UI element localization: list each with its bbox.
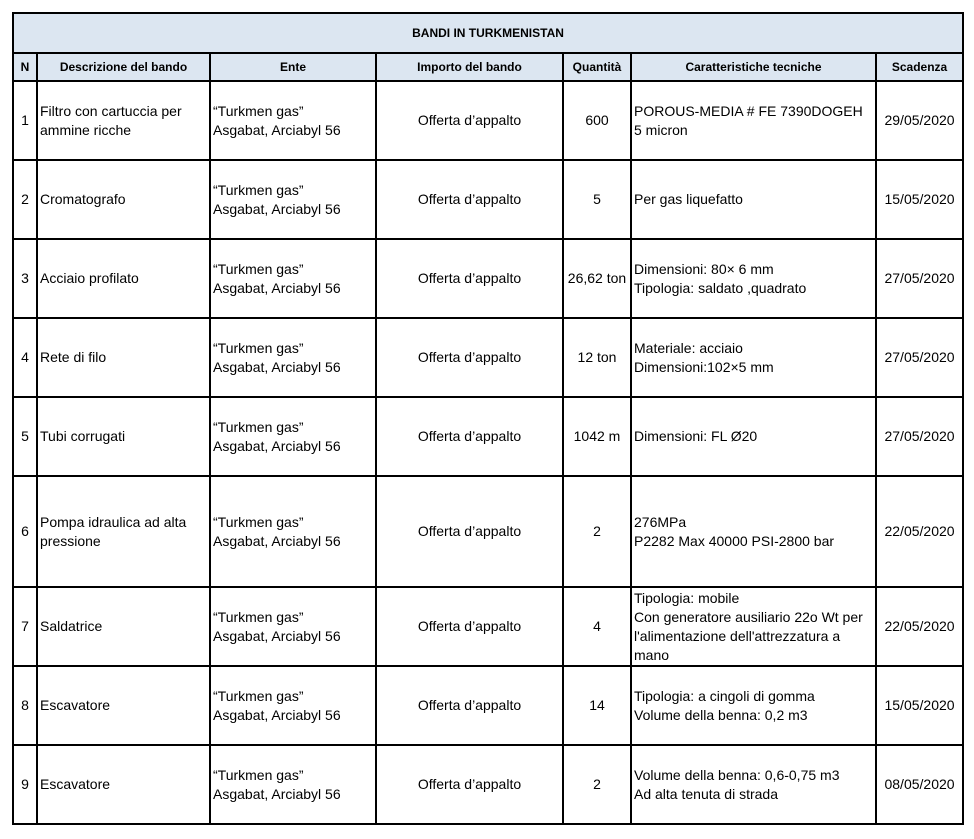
cell-ente: “Turkmen gas” Asgabat, Arciabyl 56 (210, 745, 376, 824)
cell-n: 4 (13, 318, 37, 397)
cell-quantita: 1042 m (563, 397, 631, 476)
cell-caratteristiche: Volume della benna: 0,6-0,75 m3 Ad alta tenuta di strada (631, 745, 876, 824)
cell-importo: Offerta d’appalto (376, 476, 563, 587)
cell-descrizione: Rete di filo (37, 318, 210, 397)
cell-ente: “Turkmen gas” Asgabat, Arciabyl 56 (210, 318, 376, 397)
cell-quantita: 26,62 ton (563, 239, 631, 318)
cell-n: 1 (13, 81, 37, 160)
cell-importo: Offerta d’appalto (376, 745, 563, 824)
cell-caratteristiche: Dimensioni: FL Ø20 (631, 397, 876, 476)
cell-caratteristiche: Dimensioni: 80× 6 mm Tipologia: saldato ,quadrato (631, 239, 876, 318)
cell-ente: “Turkmen gas” Asgabat, Arciabyl 56 (210, 587, 376, 666)
table-row (13, 587, 963, 666)
header-row (13, 53, 963, 81)
cell-n: 5 (13, 397, 37, 476)
cell-descrizione: Escavatore (37, 745, 210, 824)
cell-n: 6 (13, 476, 37, 587)
cell-scadenza: 15/05/2020 (876, 160, 963, 239)
header-descrizione: Descrizione del bando (37, 53, 210, 81)
cell-scadenza: 27/05/2020 (876, 318, 963, 397)
cell-scadenza: 22/05/2020 (876, 476, 963, 587)
cell-descrizione: Pompa idraulica ad alta pressione (37, 476, 210, 587)
cell-descrizione: Filtro con cartuccia per ammine ricche (37, 81, 210, 160)
cell-quantita: 600 (563, 81, 631, 160)
table-row (13, 160, 963, 239)
cell-n: 9 (13, 745, 37, 824)
cell-ente: “Turkmen gas” Asgabat, Arciabyl 56 (210, 666, 376, 745)
title-row (13, 13, 963, 53)
table-row (13, 239, 963, 318)
cell-descrizione: Tubi corrugati (37, 397, 210, 476)
table-row (13, 81, 963, 160)
header-quantita: Quantità (563, 53, 631, 81)
cell-scadenza: 22/05/2020 (876, 587, 963, 666)
cell-importo: Offerta d’appalto (376, 81, 563, 160)
cell-descrizione: Cromatografo (37, 160, 210, 239)
cell-descrizione: Escavatore (37, 666, 210, 745)
table-title: BANDI IN TURKMENISTAN (13, 13, 963, 53)
cell-ente: “Turkmen gas” Asgabat, Arciabyl 56 (210, 397, 376, 476)
cell-importo: Offerta d’appalto (376, 666, 563, 745)
header-importo: Importo del bando (376, 53, 563, 81)
cell-importo: Offerta d’appalto (376, 397, 563, 476)
cell-quantita: 14 (563, 666, 631, 745)
header-caratteristiche: Caratteristiche tecniche (631, 53, 876, 81)
cell-quantita: 12 ton (563, 318, 631, 397)
cell-caratteristiche: Materiale: acciaio Dimensioni:102×5 mm (631, 318, 876, 397)
cell-n: 3 (13, 239, 37, 318)
cell-n: 8 (13, 666, 37, 745)
cell-scadenza: 29/05/2020 (876, 81, 963, 160)
cell-caratteristiche: Tipologia: mobile Con generatore ausiliario 22o Wt per l'alimentazione dell'attrezzatura a mano (631, 587, 876, 666)
header-n: N (13, 53, 37, 81)
cell-ente: “Turkmen gas” Asgabat, Arciabyl 56 (210, 160, 376, 239)
cell-quantita: 2 (563, 745, 631, 824)
cell-quantita: 4 (563, 587, 631, 666)
cell-importo: Offerta d’appalto (376, 239, 563, 318)
tenders-sheet (12, 12, 962, 825)
cell-scadenza: 08/05/2020 (876, 745, 963, 824)
cell-importo: Offerta d’appalto (376, 587, 563, 666)
cell-importo: Offerta d’appalto (376, 160, 563, 239)
cell-quantita: 5 (563, 160, 631, 239)
tenders-table (12, 12, 964, 825)
cell-scadenza: 27/05/2020 (876, 239, 963, 318)
cell-scadenza: 15/05/2020 (876, 666, 963, 745)
cell-caratteristiche: Tipologia: a cingoli di gomma Volume della benna: 0,2 m3 (631, 666, 876, 745)
cell-quantita: 2 (563, 476, 631, 587)
table-row (13, 666, 963, 745)
cell-ente: “Turkmen gas” Asgabat, Arciabyl 56 (210, 476, 376, 587)
table-row (13, 318, 963, 397)
header-ente: Ente (210, 53, 376, 81)
header-scadenza: Scadenza (876, 53, 963, 81)
cell-ente: “Turkmen gas” Asgabat, Arciabyl 56 (210, 239, 376, 318)
table-row (13, 745, 963, 824)
cell-caratteristiche: POROUS-MEDIA # FE 7390DOGEH 5 micron (631, 81, 876, 160)
cell-scadenza: 27/05/2020 (876, 397, 963, 476)
table-row (13, 476, 963, 587)
cell-descrizione: Acciaio profilato (37, 239, 210, 318)
cell-descrizione: Saldatrice (37, 587, 210, 666)
cell-importo: Offerta d’appalto (376, 318, 563, 397)
cell-caratteristiche: Per gas liquefatto (631, 160, 876, 239)
cell-ente: “Turkmen gas” Asgabat, Arciabyl 56 (210, 81, 376, 160)
table-row (13, 397, 963, 476)
cell-n: 7 (13, 587, 37, 666)
cell-caratteristiche: 276MPa P2282 Max 40000 PSI-2800 bar (631, 476, 876, 587)
cell-n: 2 (13, 160, 37, 239)
